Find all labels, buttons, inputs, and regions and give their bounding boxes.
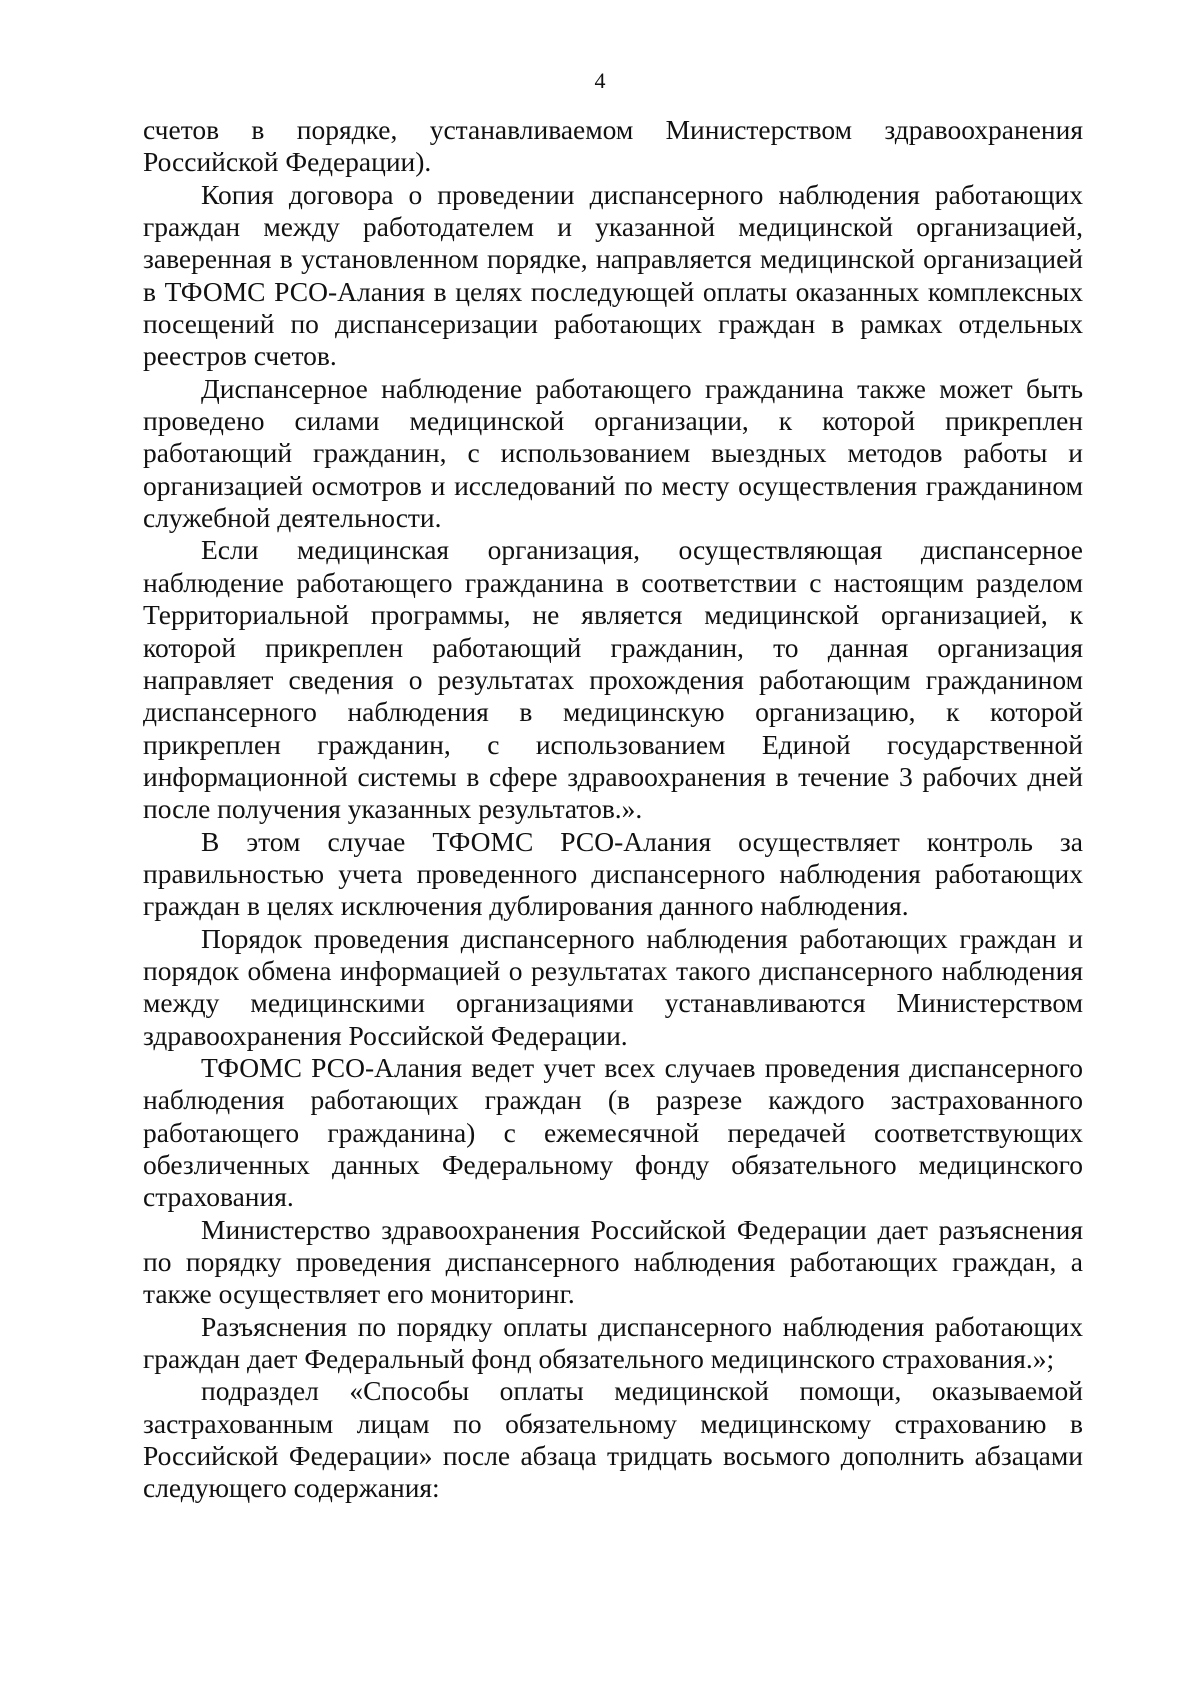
paragraph-tfoms-control: В этом случае ТФОМС РСО-Алания осуществляет контроль за правильностью учета проведенного диспансерного наблюдения работающих граждан в целях исключения дублирования данного наблюдения.	[143, 825, 1083, 922]
paragraph-fund-explanations: Разъяснения по порядку оплаты диспансерного наблюдения работающих граждан дает Федеральный фонд обязательного медицинского страхования.»;	[143, 1310, 1083, 1375]
paragraph-observation-by-attached-org: Диспансерное наблюдение работающего гражданина также может быть проведено силами медицинской организации, к которой прикреплен работающий гражданин, с использованием выездных методов работы и организацией осмотров и исследований по месту осуществления гражданином служебной деятельности.	[143, 372, 1083, 534]
paragraph-other-org-observation: Если медицинская организация, осуществляющая диспансерное наблюдение работающего гражданина в соответствии с настоящим разделом Территориальной программы, не является медицинской организацией, к которой прикреплен работающий гражданин, то данная организация направляет сведения о результатах прохождения работающим гражданином диспансерного наблюдения в медицинскую организацию, к которой прикреплен гражданин, с использованием Единой государственной информационной системы в сфере здравоохранения в течение 3 рабочих дней после получения указанных результатов.».	[143, 534, 1083, 825]
document-body	[143, 114, 1083, 1505]
paragraph-tfoms-records: ТФОМС РСО-Алания ведет учет всех случаев проведения диспансерного наблюдения работающих граждан (в разрезе каждого застрахованного работающего гражданина) с ежемесячной передачей соответствующих обезличенных данных Федеральному фонду обязательного медицинского страхования.	[143, 1051, 1083, 1213]
paragraph-payment-methods-amendment: подраздел «Способы оплаты медицинской помощи, оказываемой застрахованным лицам по обязательному медицинскому страхованию в Российской Федерации» после абзаца тридцать восьмого дополнить абзацами следующего содержания:	[143, 1375, 1083, 1504]
paragraph-continuation: счетов в порядке, устанавливаемом Министерством здравоохранения Российской Федерации).	[143, 114, 1083, 178]
paragraph-procedure: Порядок проведения диспансерного наблюдения работающих граждан и порядок обмена информацией о результатах такого диспансерного наблюдения между медицинскими организациями устанавливаются Министерством здравоохранения Российской Федерации.	[143, 922, 1083, 1051]
page-number: 4	[594, 68, 606, 93]
paragraph-contract-copy: Копия договора о проведении диспансерного наблюдения работающих граждан между работодателем и указанной медицинской организацией, заверенная в установленном порядке, направляется медицинской организацией в ТФОМС РСО-Алания в целях последующей оплаты оказанных комплексных посещений по диспансеризации работающих граждан в рамках отдельных реестров счетов.	[143, 178, 1083, 372]
paragraph-ministry-explanations: Министерство здравоохранения Российской Федерации дает разъяснения по порядку проведения диспансерного наблюдения работающих граждан, а также осуществляет его мониторинг.	[143, 1213, 1083, 1310]
